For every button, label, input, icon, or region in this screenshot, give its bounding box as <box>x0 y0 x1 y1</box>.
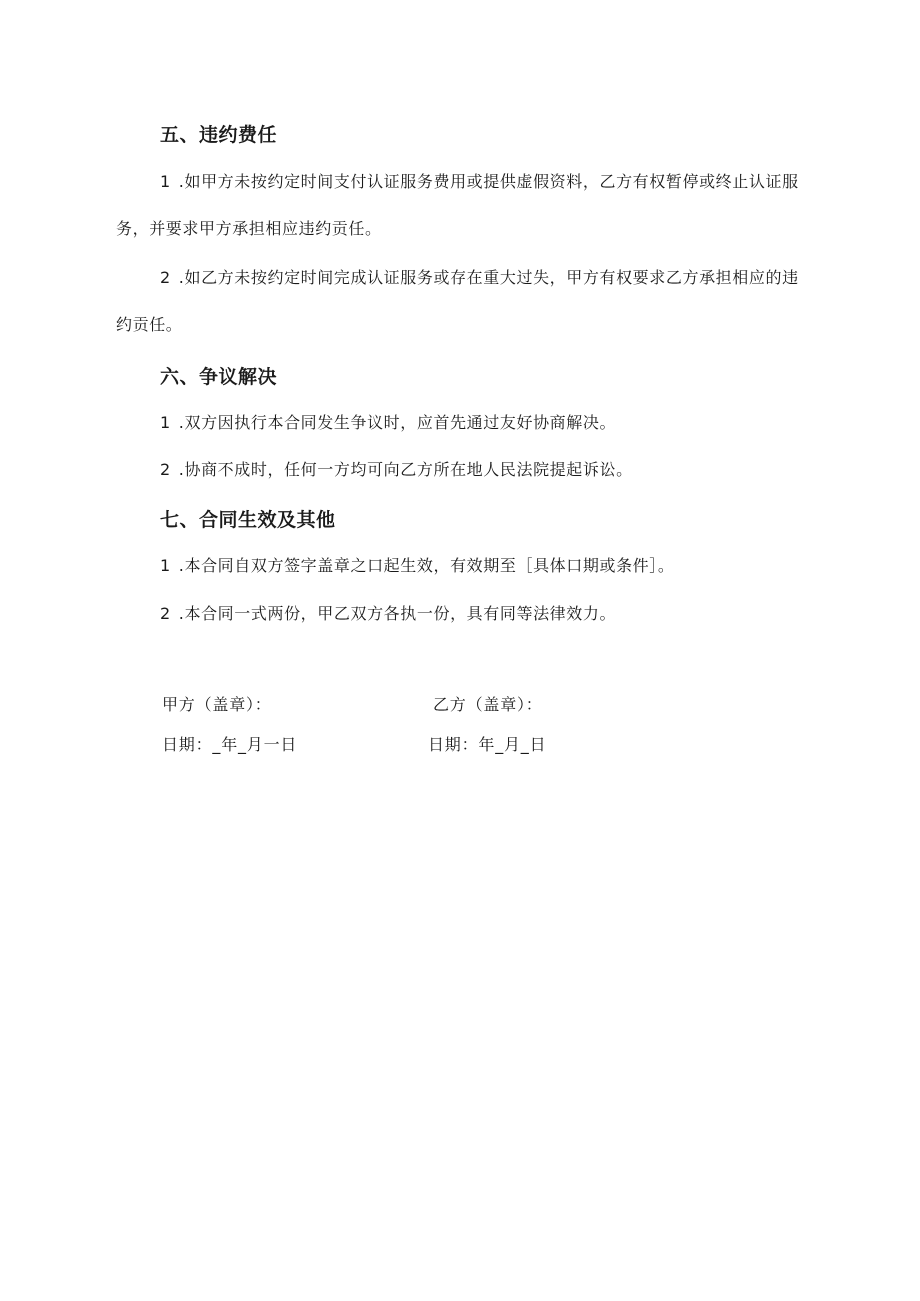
clause-6-1 <box>160 410 616 433</box>
clause-text: .双方因执行本合同发生争议时，应首先通过友好协商解决。 <box>178 413 617 432</box>
clause-text: .本合同一式两份，甲乙双方各执一份，具有同等法律效力。 <box>178 604 617 623</box>
clause-text: .如甲方未按约定时间支付认证服务费用或提供虚假资料，乙方有权暂停或终止认证服务，并要求甲方承担相应违约贡任。 <box>116 172 799 238</box>
section-heading-effect: 七、合同生效及其他 <box>160 509 336 531</box>
clause-7-1 <box>160 553 674 576</box>
clause-number: 1 <box>160 556 171 575</box>
party-b-seal-label: 乙方（盖章）： <box>433 695 543 714</box>
clause-5-2 <box>116 254 806 348</box>
clause-text: .协商不成时，任何一方均可向乙方所在地人民法院提起诉讼。 <box>178 460 633 479</box>
clause-6-2 <box>160 457 633 480</box>
section-heading-breach: 五、违约费任 <box>160 124 278 146</box>
clause-number: 2 <box>160 604 171 623</box>
clause-text: .本合同自双方签字盖章之口起生效，有效期至［具体口期或条件］。 <box>178 556 675 575</box>
clause-number: 2 <box>160 460 171 479</box>
clause-text: .如乙方未按约定时间完成认证服务或存在重大过失，甲方有权要求乙方承担相应的违约贡任。 <box>116 268 799 334</box>
party-a-seal-label: 甲方（盖章）： <box>162 695 272 714</box>
party-a-date-label: 日期：_年_月一日 <box>162 735 298 754</box>
clause-5-1 <box>116 158 806 252</box>
clause-number: 1 <box>160 172 171 191</box>
clause-7-2 <box>160 601 616 624</box>
section-heading-dispute: 六、争议解决 <box>160 366 278 388</box>
clause-number: 1 <box>160 413 171 432</box>
clause-number: 2 <box>160 268 171 287</box>
party-b-date-label: 日期：年_月_日 <box>428 735 547 754</box>
